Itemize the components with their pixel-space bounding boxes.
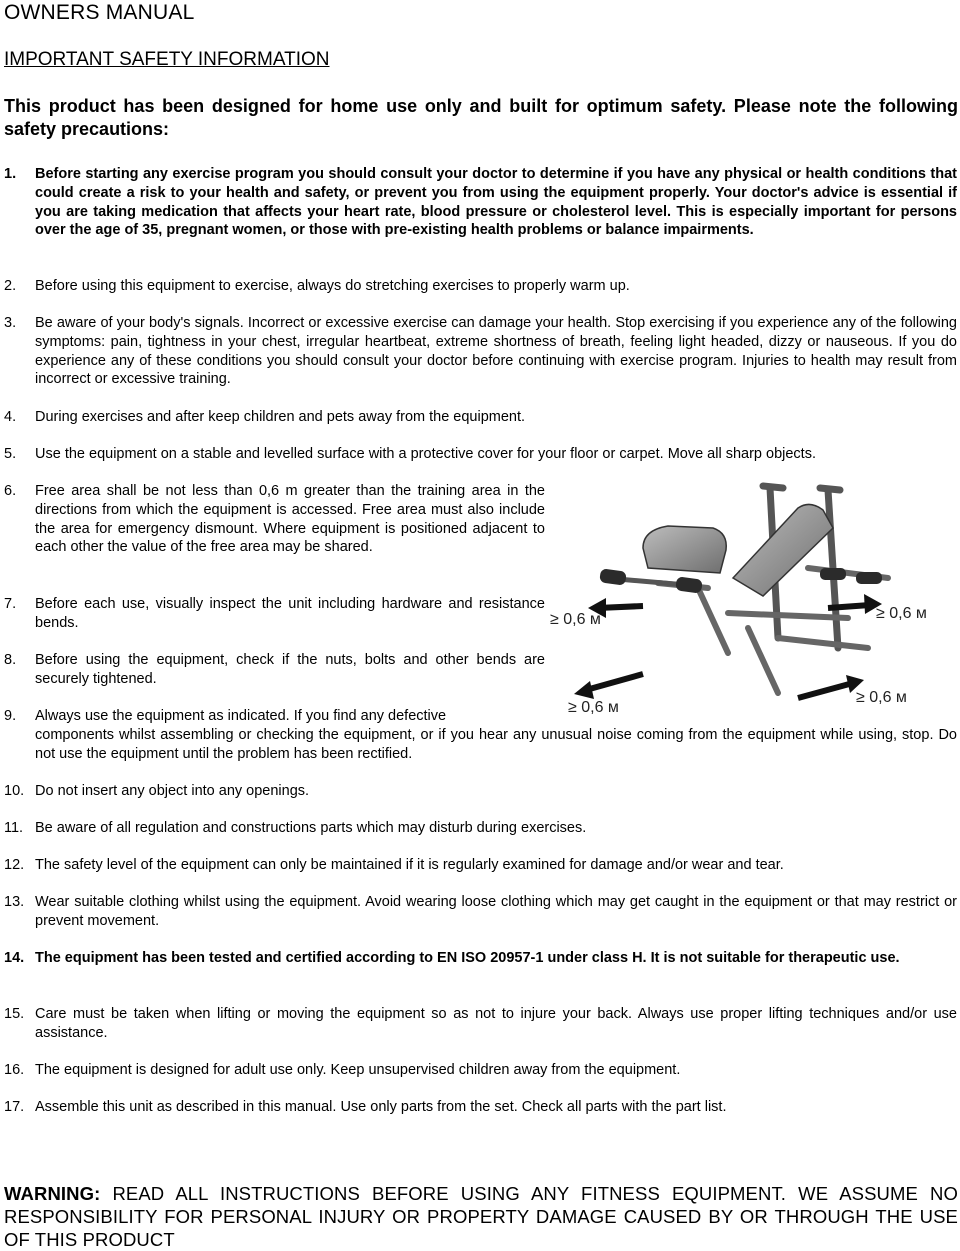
item-text: During exercises and after keep children and pets away from the equipment. xyxy=(35,409,526,425)
weight-bench-illustration xyxy=(548,478,958,718)
item-text: Be aware of your body's signals. Incorrect or excessive exercise can damage your health. Stop exercising if you experience any of the following symptoms: pain, tightness in your chest, irregular heartbeat, extreme shortness of breath, feeling light headed, dizzy or nauseous. If you do experience any of these conditions you should consult your doctor before continuing with exercise program. Injuries to health may result from incorrect or excessive training. xyxy=(35,315,957,388)
item-number: 10. xyxy=(4,783,25,799)
item-text: components whilst assembling or checking the equipment, or if you hear any unusual noise coming from the equipment while using, stop. Do not use the equipment until the problem has been rectified. xyxy=(35,727,957,762)
item-number: 4. xyxy=(4,409,17,425)
section-title: IMPORTANT SAFETY INFORMATION xyxy=(4,49,330,70)
item-number: 6. xyxy=(4,483,17,499)
item-text: Be aware of all regulation and constructions parts which may disturb during exercises. xyxy=(35,820,587,836)
item-text: Do not insert any object into any openings. xyxy=(35,783,310,799)
item-text: Before starting any exercise program you should consult your doctor to determine if you have any physical or health conditions that could create a risk to your health and safety, or prevent you from using the equipment properly. Your doctor's advice is essential if you are taking medication that affects your heart rate, blood pressure or cholesterol level. This is especially important for persons over the age of 35, pregnant women, or those with pre-existing health problems or balance impairments. xyxy=(35,166,957,239)
item-number: 7. xyxy=(4,596,17,612)
item-text: Before using this equipment to exercise, always do stretching exercises to properly warm up. xyxy=(35,278,630,294)
item-number: 13. xyxy=(4,894,25,910)
intro-paragraph: This product has been designed for home use only and built for optimum safety. Please note the following safety precautions: xyxy=(4,96,958,139)
item-text-line1: Always use the equipment as indicated. If you find any defective xyxy=(35,708,447,724)
page-title: OWNERS MANUAL xyxy=(4,1,195,24)
item-number: 9. xyxy=(4,708,17,724)
item-text: Care must be taken when lifting or moving the equipment so as not to injure your back. Always use proper lifting techniques and/or use assistance. xyxy=(35,1006,957,1041)
item-text: The equipment is designed for adult use only. Keep unsupervised children away from the equipment. xyxy=(35,1062,681,1078)
warning-text: READ ALL INSTRUCTIONS BEFORE USING ANY FITNESS EQUIPMENT. WE ASSUME NO RESPONSIBILITY FOR PERSONAL INJURY OR PROPERTY DAMAGE CAUSED BY OR THROUGH THE USE OF THIS PRODUCT xyxy=(4,1183,958,1250)
warning-paragraph xyxy=(4,1182,958,1251)
clearance-label: ≥ 0,6 м xyxy=(876,605,927,622)
warning-label: WARNING: xyxy=(4,1183,101,1204)
item-number: 12. xyxy=(4,857,25,873)
item-text: Use the equipment on a stable and levelled surface with a protective cover for your floor or carpet. Move all sharp objects. xyxy=(35,446,816,462)
item-number: 3. xyxy=(4,315,17,331)
item-number: 11. xyxy=(4,820,24,836)
item-text: Assemble this unit as described in this manual. Use only parts from the set. Check all parts with the part list. xyxy=(35,1099,727,1115)
weight-bench-drawing xyxy=(548,478,958,718)
item-number: 5. xyxy=(4,446,17,462)
item-text: The safety level of the equipment can only be maintained if it is regularly examined for damage and/or wear and tear. xyxy=(35,857,784,873)
item-text: Before each use, visually inspect the unit including hardware and resistance bends. xyxy=(35,596,545,631)
item-text: Wear suitable clothing whilst using the equipment. Avoid wearing loose clothing which may get caught in the equipment or that may restrict or prevent movement. xyxy=(35,894,957,929)
item-number: 1. xyxy=(4,166,17,182)
item-text: Before using the equipment, check if the nuts, bolts and other bends are securely tightened. xyxy=(35,652,545,687)
item-number: 15. xyxy=(4,1006,25,1022)
clearance-label: ≥ 0,6 м xyxy=(568,699,619,716)
item-number: 8. xyxy=(4,652,17,668)
item-text: The equipment has been tested and certified according to EN ISO 20957-1 under class H. It is not suitable for therapeutic use. xyxy=(35,950,900,966)
item-number: 14. xyxy=(4,950,25,966)
clearance-label: ≥ 0,6 м xyxy=(550,611,601,628)
clearance-label: ≥ 0,6 м xyxy=(856,689,907,706)
item-text: Free area shall be not less than 0,6 m greater than the training area in the directions from which the equipment is accessed. Free area must also include the area for emergency dismount. Where equipment is positioned adjacent to each other the value of the free area may be shared. xyxy=(35,483,545,556)
item-number: 2. xyxy=(4,278,17,294)
item-number: 17. xyxy=(4,1099,25,1115)
item-number: 16. xyxy=(4,1062,25,1078)
